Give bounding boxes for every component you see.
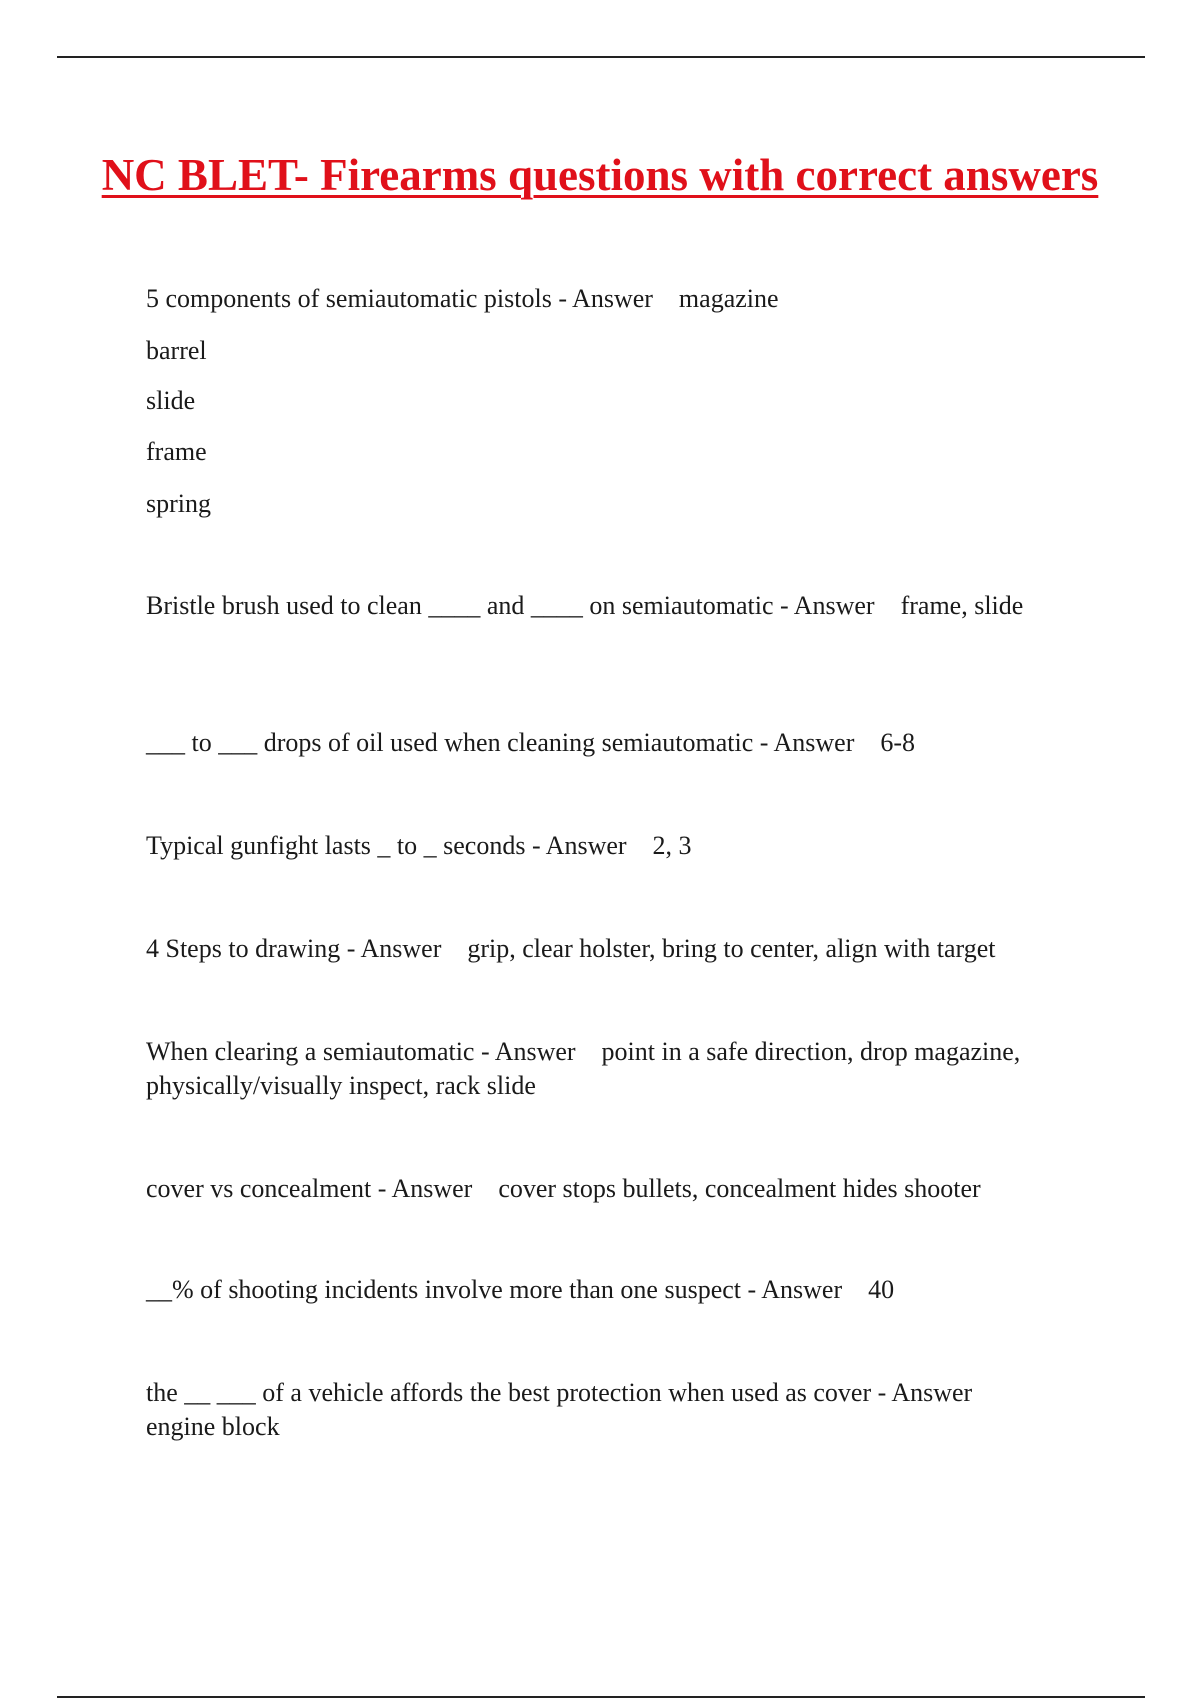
qa-line: frame [146, 437, 207, 466]
qa-line: spring [146, 489, 211, 518]
qa-line: 4 Steps to drawing - Answer grip, clear holster, bring to center, align with target [146, 934, 996, 963]
qa-line: the __ ___ of a vehicle affords the best protection when used as cover - Answer engine block [146, 1378, 999, 1441]
qa-line: 5 components of semiautomatic pistols - Answer magazine [146, 284, 779, 313]
document-title-text: NC BLET- Firearms questions with correct answers [101, 150, 1099, 200]
qa-line: cover vs concealment - Answer cover stops bullets, concealment hides shooter [146, 1174, 981, 1203]
qa-line: ___ to ___ drops of oil used when cleaning semiautomatic - Answer 6-8 [146, 728, 916, 757]
bottom-rule [57, 1696, 1145, 1698]
qa-line: Bristle brush used to clean ____ and ____ on semiautomatic - Answer frame, slide [146, 591, 1024, 620]
qa-line: barrel [146, 336, 207, 365]
qa-line: __% of shooting incidents involve more than one suspect - Answer 40 [146, 1275, 895, 1304]
qa-line: When clearing a semiautomatic - Answer point in a safe direction, drop magazine, physically/visually inspect, rack slide [146, 1037, 1027, 1100]
document-title [100, 145, 1100, 206]
qa-line: Typical gunfight lasts _ to _ seconds - Answer 2, 3 [146, 831, 692, 860]
qa-line: slide [146, 386, 196, 415]
top-rule [57, 56, 1145, 58]
